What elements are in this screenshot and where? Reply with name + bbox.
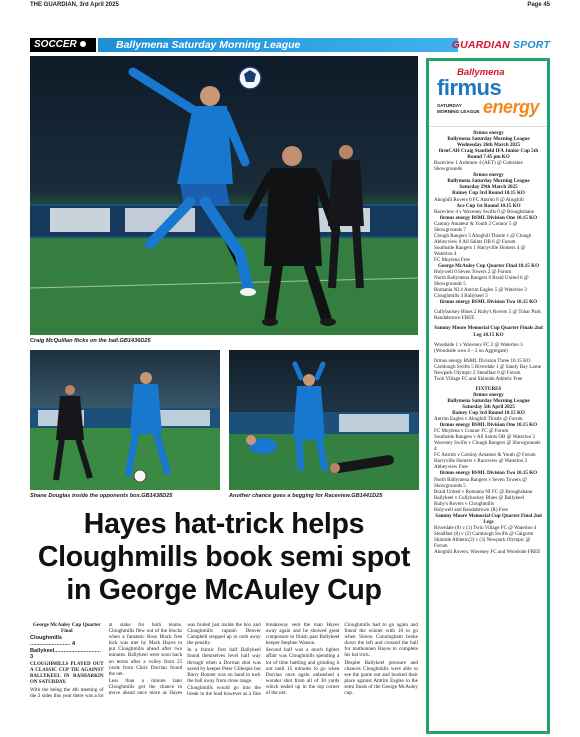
football-icon [79, 40, 87, 48]
main-match-photo [30, 56, 418, 335]
soccer-section-label: SOCCER [30, 38, 96, 52]
third-photo-illustration [229, 350, 419, 490]
score-line-home: Cloughmills .......................... 4 [30, 635, 76, 648]
article-paragraph: Cloughmills had to go again and found the winner with 10 to go when Simon Cunningham broke down the left and crossed the ball for muthonnen Hayes to complete his hat trick. [344, 622, 418, 659]
article-body [30, 622, 418, 734]
score-line-away: Ballykeel.............................. 3 [30, 648, 101, 661]
page-number: Page 45 [527, 2, 550, 8]
third-photo-caption: Another chance goes a begging for Raceview.GB1441D25 [229, 493, 383, 499]
third-match-photo [229, 350, 419, 490]
results-sidebar [426, 58, 550, 734]
article-subheading: George McAuley Cup Quarter Final [32, 622, 101, 635]
second-photo-caption: Shane Douglas inside the opponents box.GB1438D25 [30, 493, 173, 499]
second-photo-illustration [30, 350, 220, 490]
second-match-photo [30, 350, 220, 490]
article-paragraph: In a frantic first half Ballykeel found themselves level half way through when a Dorrian shot was saved by keeper Peter Gillespie but Barry Bonner was on hand to tuck the ball away from close range. [187, 647, 261, 684]
sponsor-logo: Ballymena firmus SATURDAY MORNING LEAGUE energy [429, 61, 547, 127]
guardian-sport-logo: GUARDIAN SPORT [451, 39, 550, 51]
publication-date: THE GUARDIAN, 3rd April 2025 [30, 2, 119, 8]
article-lead: CLOUGHMILLS PLAYED OUT A CLASSIC CUP TIE AGAINST BALLYKEEL IN RASHARKIN ON SATURDAY. [30, 661, 104, 685]
article-paragraph: Despite Ballykeel pressure and chances Cloughmills were able to see the game out and booked their place against Antrim Eagles in the semi finals of the George McAuley cup. [344, 659, 418, 697]
league-title-bar: Ballymena Saturday Morning League [98, 38, 458, 52]
main-photo-caption: Craig McQuillan flicks on the ball.GB1436D25 [30, 338, 151, 344]
match-photo-illustration [30, 56, 418, 335]
article-paragraph: Second half was a much tighter affair was Cloughmills spending a lot of time battling and grinding it out until 15 minutes to go when Dorrian once again unleashed a wonder shot from all of 30 yards which ended up in the top corner of the net. [265, 647, 340, 697]
article-headline: Hayes hat-trick helps Cloughmills book semi spot in George McAuley Cup [37, 508, 411, 606]
section-banner [30, 38, 550, 52]
article-paragraph: Cloughmills would go into the break in the lead however as a fine breakaway sent the man Hayes away again and he showed great composure to finish past Ballykeel keeper Stephen Watson. [187, 622, 340, 698]
page-header [30, 2, 550, 12]
results-list: firmus energy Ballymena Saturday Morning League Wednesday 26th March 2025 firmCAH Craig Stanfield IFA Junior Cup 5th Round 7.45 pm KO Raceview 1 Ardmore 4 (AET) @ Coleraine Showgrounds firmus energy Ballymena Saturday Morning League Saturday 29th March 2025 Rainey Cup 3rd Round 10.15 KO Ahoghill Rovers 0 FC Antrim 8 @ Ahoghill Ace Cup 1st Round 10.15 KO Raceview 4 v Waveney Swifts 0 @ Broughshane firmus energy BSML Division One 10.15 KO Cannny Amateur & Youth 2 Connor 5 @ Showgrounds 7 Clough Rangers 5 Ahoghill Thistle 1 @ Clough Abbeyview 0 All Saints OB 6 @ Forum Southside Rangers 1 Harryville Homers 4 @ Waterloo 4 FC Moylena Free George McAuley Cup Quarter Final 10.15 KO Holywell 0 Seven Towers 2 @ Forum North Ballymena Rangers 0 Braid United 6 @ Showgrounds 5 Romania NI 4 Antrim Eagles 5 @ Waterloo 3 Cloughmills 4 Ballykeel 3 firmus energy BSML Division Two 10.15 KO Cullybackey Blues 2 Ruby's Rovers 5 @ Tobar Park Randalstown FREE Sammy Moore Memorial Cup Quarter Finals 2nd Leg 10.15 KO Woodside 1 v Waveney FC 2 @ Waterloo 3 (Woodside won 4 – 2 on Aggregate) firmus energy BSML Division Three 10.15 KO Carnlough Swifts 5 Riverdale 1 @ Sandy Bay Larne Newpark Olympic 2 Stendfast 0 @ Forum Twin Village FC and Skimide Athletic Free FIXTURES firmus energy Ballymena Saturday Morning League Saturday 5th April 2025 Rainey Cup 3rd Round 10.15 KO Antrim Eagles v Ahoghill Thistle @ Forum firmus energy BSML Division One 10.15 KO FC Moylena v Connor FC @ Forum Southside Rangers v All Saints OB @ Waterloo 3 Waveney Swifts v Clough Rangers @ Showgrounds 4 FC Antrim v Carniny Amateur & Youth @ Forum Harryville Homers v Raceview @ Waterloo 3 Abbeyview Free firmus energy BSML Division Two 10.15 KO North Ballymena Rangers v Seven Towers @ Showgrounds 5 Braid United v Romania NI FC @ Broughshane Ballykeel v Cullybackey Blues @ Ballykeel Ruby's Rovers v Cloughmills Holywell and Randalstown (R) Free Sammy Moore Memorial Cup Quarter Final 2nd Legs Riverdale (0) v (1) Twin Village FC @ Waterloo 4 Steadfast (0) v (2) Carnlough Swifts @ Galgorm Skimide Athletic(2) v (3) Newpark Olympic @ Forum Ahoghill Rovers, Waveney FC and Woodside FREE [434, 130, 543, 556]
article-paragraph: Less than a minute later Cloughmills got the chance to move ahead once more as Hayes was fouled just inside the box and Cloughmills captain Denver Campbell stepped up to rush away the penalty. [108, 622, 261, 697]
article-paragraph: With the being the 4th meeting of the 2 sides this year there was a lot at stake for both teams. Cloughmills flew out of the blocks when a fantastic Ross Black free kick was met by Mark Hayes to put Cloughmills ahead after two minutes. Ballykeel were soon back on terms after a volley from 25 yards from Chris Dorrian found the net. [30, 622, 183, 700]
